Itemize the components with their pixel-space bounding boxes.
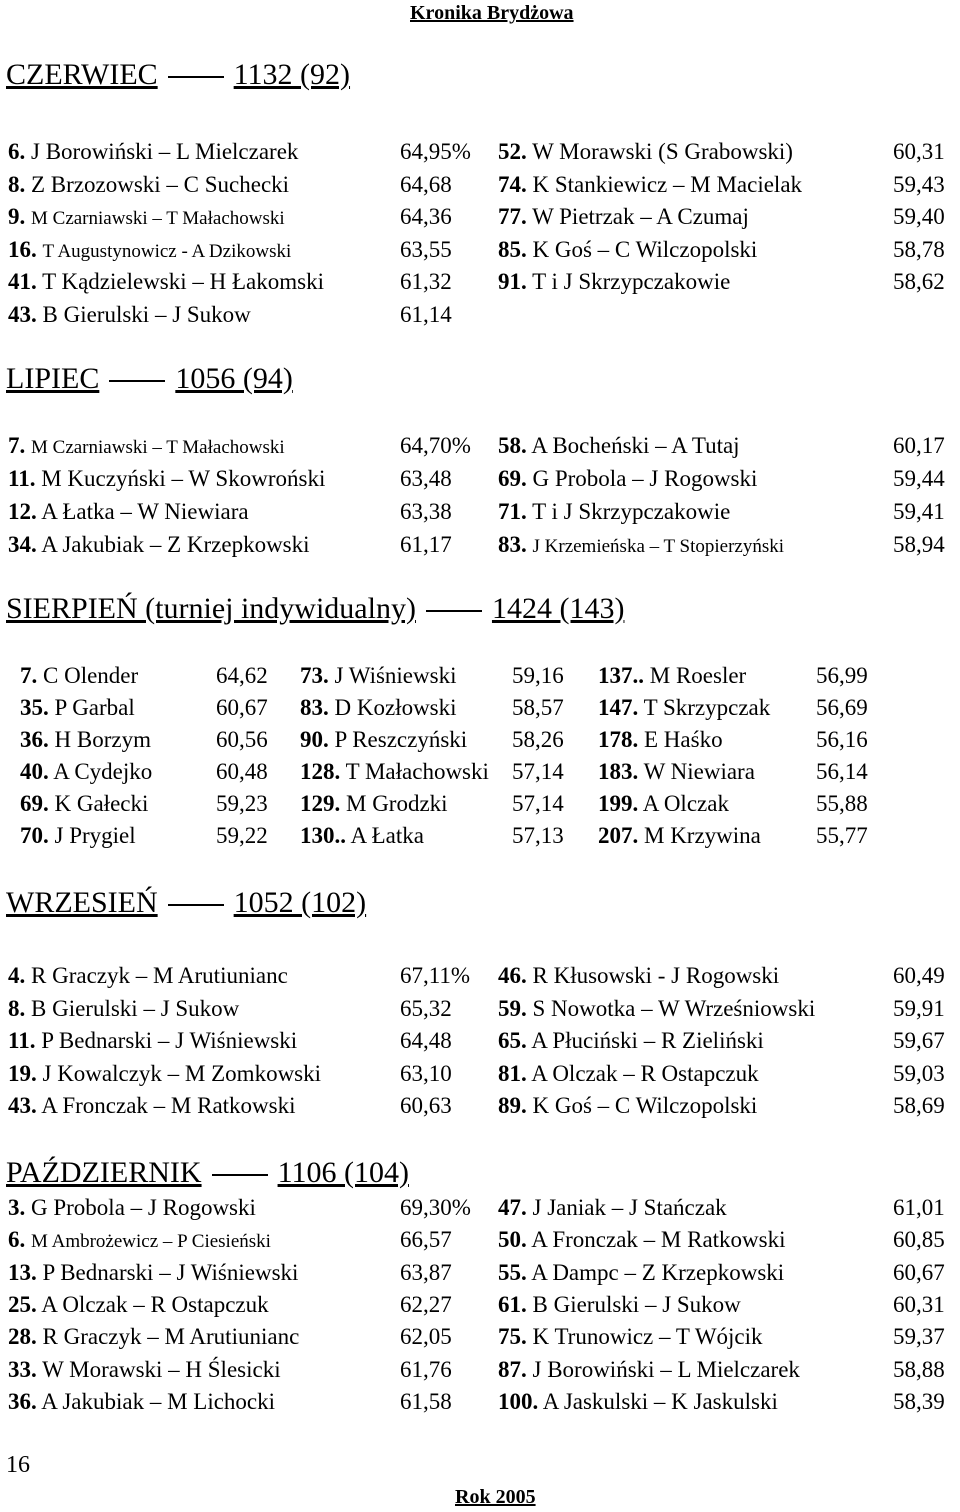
entry-score: 63,48 [400,466,452,491]
entry-names [300,694,457,722]
section-name: LIPIEC [6,362,100,395]
entry-pair: M Krzywina [644,823,761,848]
entry-names [300,758,489,786]
section-count: 1106 (104) [277,1156,409,1189]
entry-pair: T Małachowski [345,759,489,784]
entry-score: 55,77 [816,823,868,848]
entry-rank: 43. [8,1093,37,1118]
entry-score: 64,62 [216,663,268,688]
running-footer: Rok 2005 [455,1486,536,1508]
entry-pair: T i J Skrzypczakowie [532,499,731,524]
entry-rank: 4. [8,963,26,988]
entry-score: 60,49 [893,963,945,988]
entry-score: 62,05 [400,1324,452,1349]
entry-rank: 36. [8,1389,37,1414]
entry-pair: J Borowiński – L Mielczarek [532,1357,800,1382]
entry-score: 58,57 [512,695,564,720]
entry-pair: K Stankiewicz – M Macielak [532,172,803,197]
entry-rank: 52. [498,139,527,164]
entry-names [498,171,802,199]
entry-score: 60,17 [893,433,945,458]
entry-rank: 74. [498,172,527,197]
entry-names [8,1388,275,1416]
entry-names [20,790,148,818]
entry-pair: T Skrzypczak [643,695,771,720]
running-header: Kronika Brydżowa [410,2,574,24]
entry-rank: 83. [498,532,527,557]
entry-score: 61,58 [400,1389,452,1414]
entry-rank: 71. [498,499,527,524]
entry-names [498,465,757,493]
entry-pair: W Morawski – H Ślesicki [42,1357,281,1382]
entry-pair: J Wiśniewski [334,663,457,688]
section-count: 1132 (92) [233,58,351,91]
entry-score: 61,14 [400,302,452,327]
entry-rank: 77. [498,204,527,229]
entry-rank: 35. [20,695,49,720]
entry-rank: 90. [300,727,329,752]
entry-pair: A Cydejko [53,759,153,784]
entry-score: 58,69 [893,1093,945,1118]
entry-rank: 69. [498,466,527,491]
entry-names [498,995,815,1023]
entry-score: 60,63 [400,1093,452,1118]
entry-rank: 8. [8,996,26,1021]
title-dash [426,610,482,612]
entry-names [8,432,285,462]
entry-pair: G Probola – J Rogowski [31,1195,256,1220]
entry-score: 58,88 [893,1357,945,1382]
entry-score: 58,78 [893,237,945,262]
entry-score: 61,76 [400,1357,452,1382]
entry-score: 56,14 [816,759,868,784]
entry-score: 59,41 [893,499,945,524]
entry-rank: 50. [498,1227,527,1252]
entry-score: 66,57 [400,1227,452,1252]
entry-names [8,301,251,329]
entry-names [498,1194,727,1222]
entry-pair: J Borowiński – L Mielczarek [31,139,299,164]
entry-score: 55,88 [816,791,868,816]
entry-score: 56,99 [816,663,868,688]
entry-names [8,465,325,493]
entry-rank: 137.. [598,663,644,688]
section-title [6,362,293,396]
entry-pair: S Nowotka – W Wrześniowski [532,996,816,1021]
section-count: 1424 (143) [491,592,625,625]
entry-names [20,758,152,786]
entry-rank: 85. [498,237,527,262]
entry-rank: 3. [8,1195,26,1220]
entry-rank: 73. [300,663,329,688]
entry-score: 57,14 [512,791,564,816]
entry-names [598,758,755,786]
entry-rank: 83. [300,695,329,720]
entry-pair: A Jaskulski – K Jaskulski [542,1389,778,1414]
entry-names [8,1356,281,1384]
entry-pair: K Gałecki [54,791,149,816]
entry-score: 64,95% [400,139,471,164]
entry-names [8,171,289,199]
entry-names [300,790,448,818]
entry-score: 63,38 [400,499,452,524]
entry-rank: 33. [8,1357,37,1382]
entry-pair: A Łatka – W Niewiara [41,499,249,524]
entry-names [8,1259,298,1287]
entry-pair: D Kozłowski [334,695,457,720]
entry-names [498,203,749,231]
entry-rank: 6. [8,139,26,164]
entry-names [8,203,285,233]
entry-names [498,1323,763,1351]
entry-pair: M Roesler [649,663,747,688]
entry-pair: E Haśko [644,727,723,752]
entry-score: 61,17 [400,532,452,557]
entry-pair: K Trunowicz – T Wójcik [532,1324,763,1349]
section-count: 1056 (94) [175,362,293,395]
entry-names [498,1060,759,1088]
entry-names [8,1226,271,1256]
entry-names [498,236,757,264]
entry-names [300,662,456,690]
title-dash [109,380,165,382]
entry-names [8,1060,321,1088]
entry-names [498,498,730,526]
entry-names [8,498,249,526]
entry-names [598,662,746,690]
entry-rank: 43. [8,302,37,327]
entry-score: 60,67 [893,1260,945,1285]
title-dash [212,1174,268,1176]
entry-names [498,432,740,460]
entry-rank: 199. [598,791,639,816]
entry-pair: W Pietrzak – A Czumaj [532,204,749,229]
entry-pair: Z Brzozowski – C Suchecki [31,172,290,197]
entry-rank: 75. [498,1324,527,1349]
entry-rank: 89. [498,1093,527,1118]
entry-names [8,1291,269,1319]
entry-score: 56,16 [816,727,868,752]
entry-names [8,1323,299,1351]
entry-score: 57,14 [512,759,564,784]
entry-rank: 69. [20,791,49,816]
entry-rank: 81. [498,1061,527,1086]
entry-rank: 130.. [300,823,346,848]
page-number: 16 [6,1452,30,1478]
entry-names [8,236,291,266]
entry-pair: P Bednarski – J Wiśniewski [41,1028,298,1053]
entry-rank: 207. [598,823,639,848]
entry-pair: A Jakubiak – Z Krzepkowski [41,532,310,557]
entry-score: 61,32 [400,269,452,294]
title-dash [168,76,224,78]
section-name: CZERWIEC [6,58,158,91]
entry-score: 64,48 [400,1028,452,1053]
entry-names [8,138,298,166]
entry-score: 58,94 [893,532,945,557]
entry-names [498,1356,800,1384]
entry-names [498,1226,786,1254]
entry-score: 63,87 [400,1260,452,1285]
section-title [6,1156,409,1190]
entry-pair: A Płuciński – R Zieliński [531,1028,764,1053]
section-title [6,886,366,920]
entry-rank: 41. [8,269,37,294]
entry-pair: A Olczak [642,791,729,816]
entry-names [498,531,784,561]
entry-rank: 100. [498,1389,539,1414]
entry-rank: 28. [8,1324,37,1349]
entry-pair: W Morawski (S Grabowski) [532,139,793,164]
entry-score: 59,23 [216,791,268,816]
entry-score: 58,62 [893,269,945,294]
entry-rank: 13. [8,1260,37,1285]
entry-names [300,822,424,850]
entry-pair: B Gierulski – J Sukow [42,302,251,327]
entry-pair: M Czarniawski – T Małachowski [31,208,285,229]
entry-pair: R Graczyk – M Arutiunianc [31,963,288,988]
entry-score: 59,16 [512,663,564,688]
entry-rank: 87. [498,1357,527,1382]
entry-pair: M Czarniawski – T Małachowski [31,437,285,458]
entry-names [8,962,288,990]
entry-rank: 7. [8,433,26,458]
entry-score: 60,31 [893,1292,945,1317]
section-title [6,58,350,92]
entry-rank: 128. [300,759,341,784]
entry-pair: P Garbal [54,695,135,720]
entry-names [8,1194,256,1222]
entry-score: 60,31 [893,139,945,164]
entry-score: 63,55 [400,237,452,262]
entry-pair: C Olender [43,663,139,688]
entry-pair: A Olczak – R Ostapczuk [531,1061,759,1086]
entry-score: 60,56 [216,727,268,752]
entry-rank: 16. [8,237,37,262]
entry-pair: R Graczyk – M Arutiunianc [42,1324,300,1349]
entry-score: 64,68 [400,172,452,197]
entry-score: 59,37 [893,1324,945,1349]
entry-score: 59,43 [893,172,945,197]
entry-rank: 34. [8,532,37,557]
entry-rank: 55. [498,1260,527,1285]
entry-rank: 36. [20,727,49,752]
entry-names [598,694,770,722]
entry-names [498,1027,764,1055]
entry-pair: R Kłusowski - J Rogowski [532,963,780,988]
entry-score: 58,26 [512,727,564,752]
entry-names [598,822,761,850]
entry-score: 59,44 [893,466,945,491]
entry-rank: 11. [8,466,36,491]
entry-rank: 40. [20,759,49,784]
entry-rank: 8. [8,172,26,197]
entry-rank: 61. [498,1292,527,1317]
entry-names [598,790,729,818]
entry-pair: J Janiak – J Stańczak [532,1195,727,1220]
entry-rank: 70. [20,823,49,848]
entry-names [20,822,136,850]
entry-pair: A Jakubiak – M Lichocki [41,1389,276,1414]
entry-pair: B Gierulski – J Sukow [532,1292,741,1317]
entry-pair: G Probola – J Rogowski [532,466,758,491]
entry-names [8,1092,296,1120]
entry-score: 56,69 [816,695,868,720]
entry-pair: K Goś – C Wilczopolski [532,1093,758,1118]
entry-rank: 183. [598,759,639,784]
entry-names [20,662,138,690]
entry-rank: 59. [498,996,527,1021]
entry-names [8,531,310,559]
entry-rank: 6. [8,1227,26,1252]
entry-names [498,1259,784,1287]
entry-rank: 178. [598,727,639,752]
section-count: 1052 (102) [233,886,367,919]
entry-names [8,995,239,1023]
entry-names [498,962,779,990]
section-name: PAŹDZIERNIK [6,1156,202,1189]
entry-rank: 11. [8,1028,36,1053]
entry-rank: 65. [498,1028,527,1053]
entry-score: 59,67 [893,1028,945,1053]
entry-pair: M Kuczyński – W Skowroński [41,466,326,491]
entry-score: 60,48 [216,759,268,784]
entry-pair: T i J Skrzypczakowie [532,269,731,294]
entry-pair: A Dampc – Z Krzepkowski [531,1260,785,1285]
entry-score: 60,67 [216,695,268,720]
entry-score: 64,70% [400,433,471,458]
entry-rank: 91. [498,269,527,294]
entry-names [20,694,135,722]
entry-score: 62,27 [400,1292,452,1317]
entry-rank: 58. [498,433,527,458]
entry-pair: P Bednarski – J Wiśniewski [42,1260,299,1285]
entry-names [8,268,324,296]
entry-pair: B Gierulski – J Sukow [31,996,240,1021]
entry-pair: J Prygiel [54,823,136,848]
entry-pair: A Fronczak – M Ratkowski [41,1093,296,1118]
entry-score: 64,36 [400,204,452,229]
entry-score: 59,91 [893,996,945,1021]
entry-names [498,268,730,296]
entry-pair: K Goś – C Wilczopolski [532,237,758,262]
entry-pair: J Kowalczyk – M Zomkowski [42,1061,322,1086]
entry-rank: 9. [8,204,26,229]
entry-rank: 46. [498,963,527,988]
title-dash [168,904,224,906]
entry-names [498,1291,741,1319]
entry-pair: H Borzym [54,727,151,752]
entry-pair: M Grodzki [346,791,448,816]
entry-score: 57,13 [512,823,564,848]
entry-pair: A Olczak – R Ostapczuk [41,1292,269,1317]
entry-names [498,1092,757,1120]
entry-pair: T Augustynowicz - A Dzikowski [42,241,292,262]
entry-score: 58,39 [893,1389,945,1414]
entry-names [8,1027,297,1055]
entry-pair: A Łatka [350,823,424,848]
entry-score: 65,32 [400,996,452,1021]
entry-pair: A Bocheński – A Tutaj [531,433,740,458]
entry-rank: 25. [8,1292,37,1317]
section-name: WRZESIEŃ [6,886,158,919]
entry-rank: 129. [300,791,341,816]
entry-score: 63,10 [400,1061,452,1086]
entry-score: 59,22 [216,823,268,848]
entry-rank: 47. [498,1195,527,1220]
entry-score: 60,85 [893,1227,945,1252]
entry-pair: J Krzemieńska – T Stopierzyński [532,536,785,557]
entry-pair: P Reszczyński [334,727,468,752]
entry-names [598,726,723,754]
entry-pair: W Niewiara [643,759,755,784]
entry-names [498,138,793,166]
entry-score: 69,30% [400,1195,471,1220]
entry-names [498,1388,778,1416]
section-name: SIERPIEŃ (turniej indywidualny) [6,592,416,625]
entry-rank: 147. [598,695,639,720]
entry-pair: T Kądzielewski – H Łakomski [42,269,325,294]
entry-score: 67,11% [400,963,471,988]
entry-pair: A Fronczak – M Ratkowski [531,1227,786,1252]
entry-pair: M Ambrożewicz – P Ciesieński [31,1231,271,1252]
section-title [6,592,624,626]
entry-rank: 7. [20,663,38,688]
entry-score: 59,03 [893,1061,945,1086]
entry-rank: 12. [8,499,37,524]
entry-names [20,726,151,754]
entry-score: 61,01 [893,1195,945,1220]
entry-score: 59,40 [893,204,945,229]
entry-rank: 19. [8,1061,37,1086]
entry-names [300,726,467,754]
